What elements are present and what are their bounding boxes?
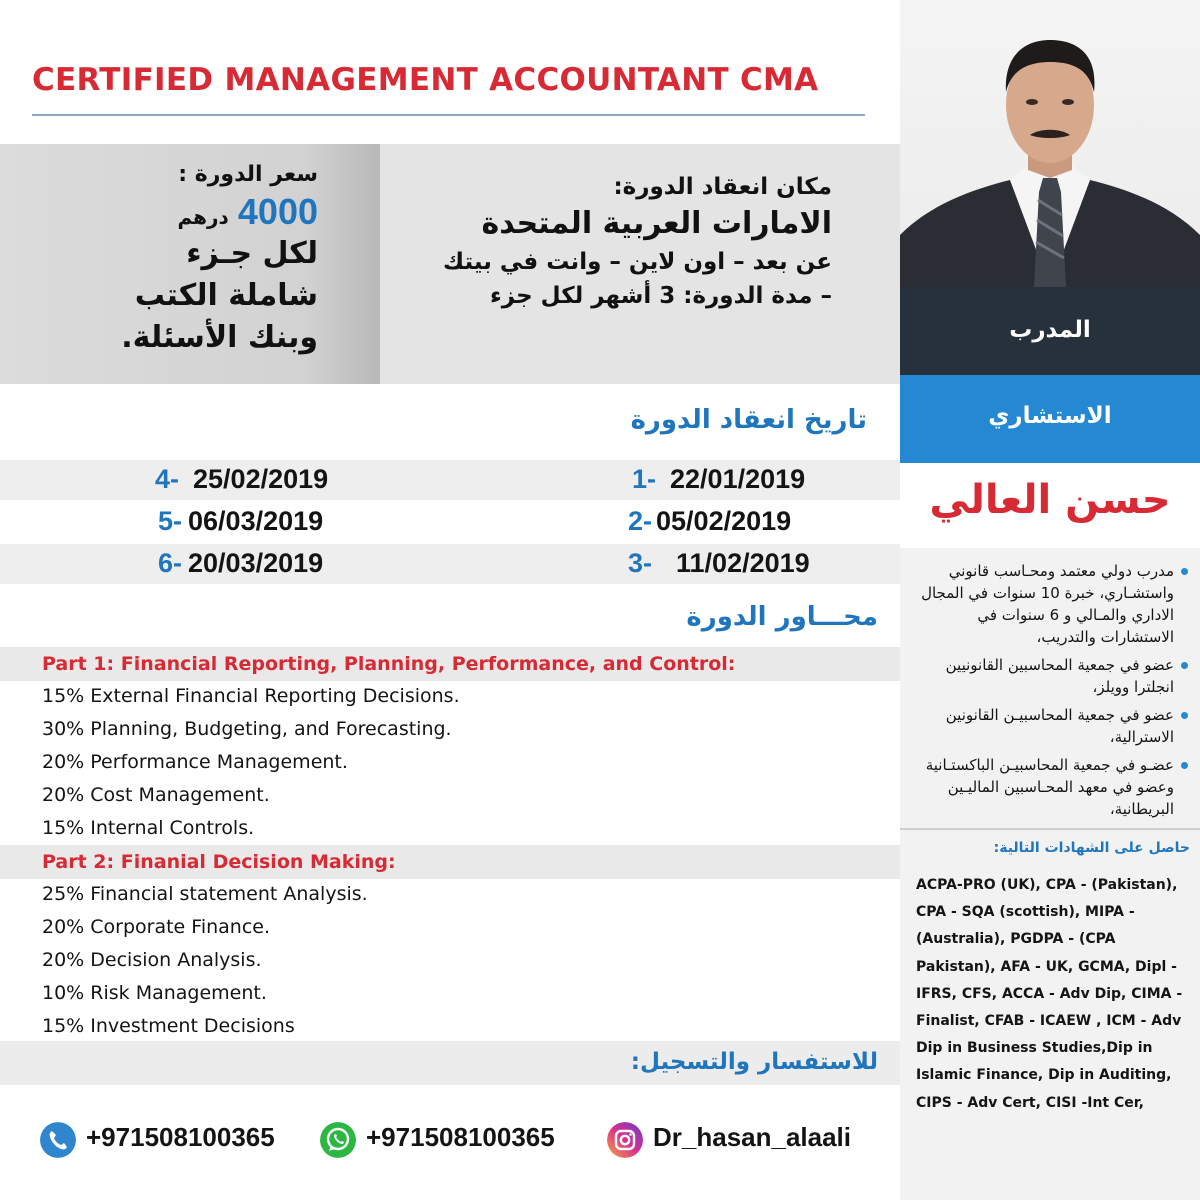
venue-duration: – مدة الدورة: 3 أشهر لكل جزء <box>490 283 832 309</box>
price-line: شاملة الكتب <box>134 278 318 313</box>
venue-country: الامارات العربية المتحدة <box>481 206 832 241</box>
venue-mode: عن بعد – اون لاين – وانت في بيتك <box>443 249 832 275</box>
price-line: وبنك الأسئلة. <box>121 320 318 355</box>
date-row <box>0 502 900 542</box>
dates-heading: تاريخ انعقاد الدورة <box>630 405 867 435</box>
price-line: لكل جـزء <box>186 236 318 271</box>
price-row <box>0 191 318 233</box>
phone-number: +971508100365 <box>86 1122 275 1152</box>
info-band <box>0 144 900 384</box>
topic-item: 15% Internal Controls. <box>42 817 255 839</box>
role-band-trainer <box>900 287 1200 375</box>
date-row <box>0 544 900 584</box>
part-1-row <box>0 647 900 681</box>
venue-block <box>392 174 832 309</box>
topic-item: 20% Performance Management. <box>42 751 348 773</box>
trainer-portrait-icon <box>900 0 1200 287</box>
date-value: 25/02/2019 <box>193 464 329 494</box>
date-item <box>628 548 810 579</box>
whatsapp-number: +971508100365 <box>366 1122 555 1152</box>
topic-item: 30% Planning, Budgeting, and Forecasting. <box>42 718 452 740</box>
trainer-sidebar <box>900 0 1200 1200</box>
trainer-bio <box>912 560 1188 826</box>
topic-item: 10% Risk Management. <box>42 982 267 1004</box>
topic-item: 20% Corporate Finance. <box>42 916 271 938</box>
date-value: 20/03/2019 <box>188 548 324 578</box>
price-currency: درهم <box>177 205 229 229</box>
page-title: CERTIFIED MANAGEMENT ACCOUNTANT CMA <box>32 62 819 98</box>
topic-item: 15% Investment Decisions <box>42 1015 295 1037</box>
syllabus-heading: محـــاور الدورة <box>686 602 878 632</box>
date-item <box>632 464 805 495</box>
topic-item: 25% Financial statement Analysis. <box>42 883 368 905</box>
date-item <box>158 548 323 579</box>
bio-item: مدرب دولي معتمد ومحـاسب قانوني واستشـاري، خبرة 10 سنوات في المجال الاداري والمـالي و 6 سنوات في الاستشارات والتدريب، <box>912 560 1188 648</box>
trainer-name: حسن العالي <box>929 477 1171 523</box>
date-number: 5- <box>158 506 183 536</box>
date-value: 22/01/2019 <box>670 464 806 494</box>
title-divider <box>32 114 865 116</box>
date-number: 3- <box>628 548 653 578</box>
topic-item: 15% External Financial Reporting Decisions. <box>42 685 460 707</box>
date-value: 06/03/2019 <box>188 506 324 536</box>
date-number: 2- <box>628 506 653 536</box>
date-item <box>158 506 323 537</box>
trainer-photo <box>900 0 1200 287</box>
role-consultant: الاستشاري <box>988 403 1112 429</box>
bio-divider <box>900 828 1200 830</box>
date-value: 11/02/2019 <box>676 548 810 578</box>
date-number: 1- <box>632 464 657 494</box>
inquiry-band <box>0 1041 900 1085</box>
price-label: سعر الدورة : <box>178 162 318 187</box>
certs-list: ACPA-PRO (UK), CPA - (Pakistan), CPA - SQA (scottish), MIPA - (Australia), PGDPA - (CPA Pakistan), AFA - UK, GCMA, Dipl - IFRS, CFS, ACCA - Adv Dip, CIMA - Finalist, CFAB - ICAEW , ICM - Adv Dip in Business Studies,Dip in Islamic Finance, Dip in Auditing, CIPS - Adv Cert, CISI -Int Cer, <box>916 877 1183 1111</box>
name-band <box>900 463 1200 548</box>
whatsapp-icon <box>320 1122 356 1158</box>
certs-heading: حاصل على الشهادات التالية: <box>993 840 1190 856</box>
part-2-row <box>0 845 900 879</box>
instagram-handle: Dr_hasan_alaali <box>653 1122 852 1152</box>
date-row <box>0 460 900 500</box>
inquiry-label: للاستفسار والتسجيل: <box>630 1049 878 1075</box>
date-number: 6- <box>158 548 183 578</box>
date-item <box>628 506 791 537</box>
part-2-title: Part 2: Finanial Decision Making: <box>42 851 396 873</box>
bio-item: عضو في جمعية المحاسبين القانونيين انجلترا وويلز، <box>912 654 1188 698</box>
instagram-icon <box>607 1122 643 1158</box>
part-1-title: Part 1: Financial Reporting, Planning, Performance, and Control: <box>42 653 736 675</box>
phone-icon <box>40 1122 76 1158</box>
price-box <box>0 144 380 384</box>
date-value: 05/02/2019 <box>656 506 792 536</box>
date-item <box>155 464 328 495</box>
bio-item: عضو في جمعية المحاسبيـن القانونين الاسترالية، <box>912 704 1188 748</box>
venue-label: مكان انعقاد الدورة: <box>613 174 832 200</box>
topic-item: 20% Decision Analysis. <box>42 949 262 971</box>
price-value: 4000 <box>237 191 318 232</box>
topic-item: 20% Cost Management. <box>42 784 270 806</box>
date-number: 4- <box>155 464 180 494</box>
role-band-consultant <box>900 375 1200 463</box>
bio-item: عضـو في جمعية المحاسبيـن الباكستـانية وعضو في معهد المحـاسبين الماليـين البريطانية، <box>912 754 1188 820</box>
role-trainer: المدرب <box>1009 317 1091 343</box>
